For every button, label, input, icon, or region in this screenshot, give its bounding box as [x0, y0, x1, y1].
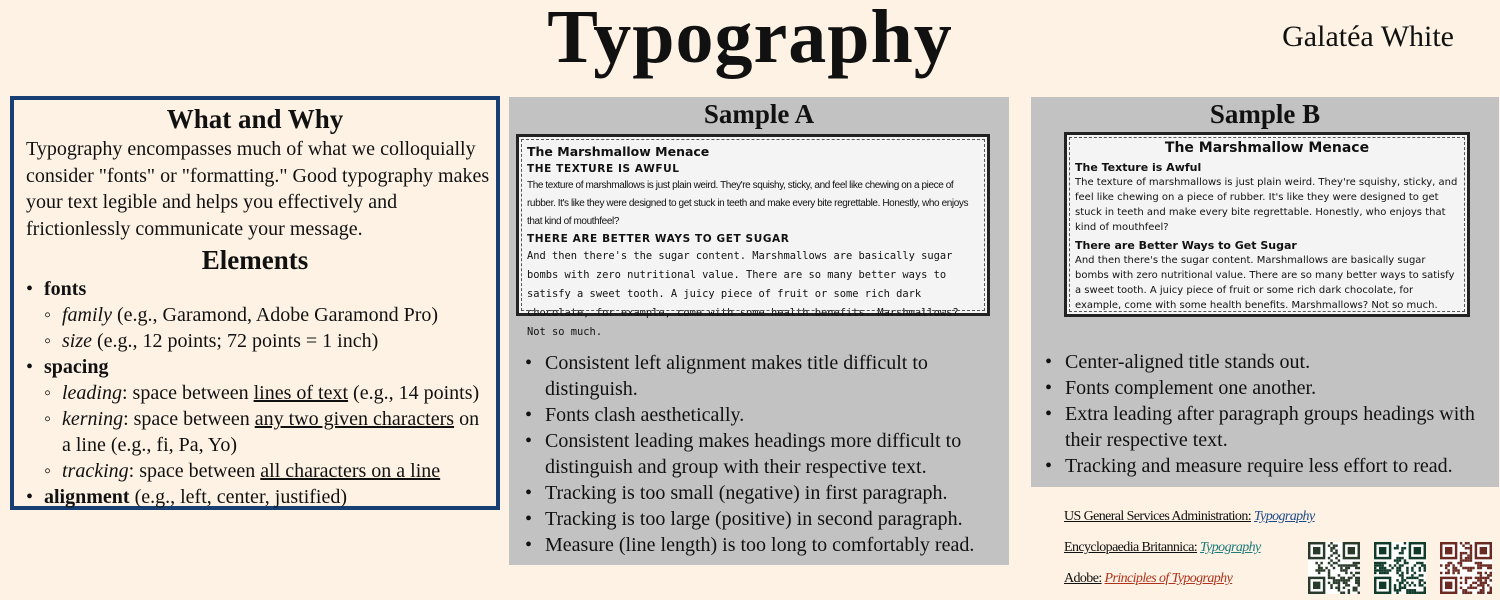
doc-paragraph: And then there's the sugar content. Marshmallows are basically sugar bombs with zero nutritional value. There are so many better ways to satisfy a sweet tooth. A juicy piece of fruit or some rich dark chocolate, for example, come with some health benefits. Marshmallows? Not so much.	[1075, 255, 1455, 311]
list-item: • Extra leading after paragraph groups headings with their respective text.	[1031, 401, 1493, 453]
doc-paragraph: And then there's the sugar content. Marshmallows are basically sugar bombs with zero nutritional value. There are so many better ways to satisfy a sweet tooth. A juicy piece of fruit or some rich dark chocolate, for example, come with some health benefits. Marshmallows? Not so much.	[527, 250, 959, 338]
doc-paragraph: The texture of marshmallows is just plain weird. They're squishy, sticky, and feel like chewing on a piece of rubber. It's like they were designed to get stuck in teeth and make every bite regrettable. Honestly, who enjoys that kind of mouthfeel?	[527, 180, 969, 227]
sample-b-heading: Sample B	[1209, 99, 1321, 129]
doc-heading: There are Better Ways to Get Sugar	[1075, 239, 1297, 252]
list-item: • spacing	[26, 354, 490, 380]
list-item: • alignment (e.g., left, center, justified)	[26, 484, 490, 510]
list-item: • Fonts clash aesthetically.	[511, 402, 1001, 428]
doc-heading: The Texture is Awful	[1075, 161, 1202, 174]
sample-a-document	[516, 134, 990, 338]
list-item: ◦ family (e.g., Garamond, Adobe Garamond Pro)	[26, 302, 490, 328]
reference-links	[1064, 507, 1315, 600]
sample-b-document	[1064, 132, 1470, 317]
doc-heading: THE TEXTURE IS AWFUL	[527, 163, 680, 175]
list-item: • Tracking is too large (positive) in second paragraph.	[511, 506, 1001, 532]
list-item: • Center-aligned title stands out.	[1031, 349, 1493, 375]
doc-title: The Marshmallow Menace	[527, 144, 710, 159]
author-name: Galatéa White	[1282, 20, 1454, 53]
doc-title: The Marshmallow Menace	[1164, 140, 1370, 156]
sample-a-panel	[509, 97, 1009, 565]
list-item: • Consistent leading makes headings more difficult to distinguish and group with their respective text.	[511, 428, 1001, 480]
doc-paragraph: The texture of marshmallows is just plain weird. They're squishy, sticky, and feel like chewing on a piece of rubber. It's like they were designed to get stuck in teeth and make every bite regrettable. Honestly, who enjoys that kind of mouthfeel?	[1075, 177, 1458, 233]
reference-link[interactable]: Adobe: Principles of Typography	[1064, 571, 1233, 586]
list-item: ◦ kerning: space between any two given characters on a line (e.g., fi, Pa, Yo)	[26, 406, 490, 458]
reference-link[interactable]: Encyclopaedia Britannica: Typography	[1064, 540, 1261, 555]
list-item: ◦ tracking: space between all characters on a line	[26, 458, 490, 484]
list-item: • Measure (line length) is too long to comfortably read.	[511, 532, 1001, 558]
qr-code-icon[interactable]	[1308, 542, 1360, 594]
elements-heading: Elements	[201, 245, 309, 275]
sample-a-heading: Sample A	[703, 99, 815, 129]
list-item: • Fonts complement one another.	[1031, 375, 1493, 401]
list-item: • fonts	[26, 276, 490, 302]
list-item: ◦ leading: space between lines of text (e.g., 14 points)	[26, 380, 490, 406]
elements-list	[20, 276, 490, 510]
what-and-why-panel	[10, 96, 500, 510]
list-item: • Tracking and measure require less effort to read.	[1031, 453, 1493, 479]
what-heading: What and Why	[166, 104, 344, 134]
page-title: Typography	[547, 0, 953, 79]
list-item: • Consistent left alignment makes title difficult to distinguish.	[511, 350, 1001, 402]
list-item: • Tracking is too small (negative) in first paragraph.	[511, 480, 1001, 506]
doc-heading: THERE ARE BETTER WAYS TO GET SUGAR	[527, 233, 790, 245]
qr-code-icon[interactable]	[1440, 542, 1492, 594]
sample-b-notes	[1031, 349, 1493, 479]
sample-a-notes	[511, 350, 1001, 558]
qr-code-icon[interactable]	[1374, 542, 1426, 594]
reference-link[interactable]: US General Services Administration: Typography	[1064, 509, 1315, 524]
what-text: Typography encompasses much of what we colloquially consider "fonts" or "formatting." Good typography makes your text legible and helps you effectively and frictionlessly communicate your message.	[26, 138, 490, 240]
sample-b-panel	[1031, 97, 1499, 487]
list-item: ◦ size (e.g., 12 points; 72 points = 1 inch)	[26, 328, 490, 354]
